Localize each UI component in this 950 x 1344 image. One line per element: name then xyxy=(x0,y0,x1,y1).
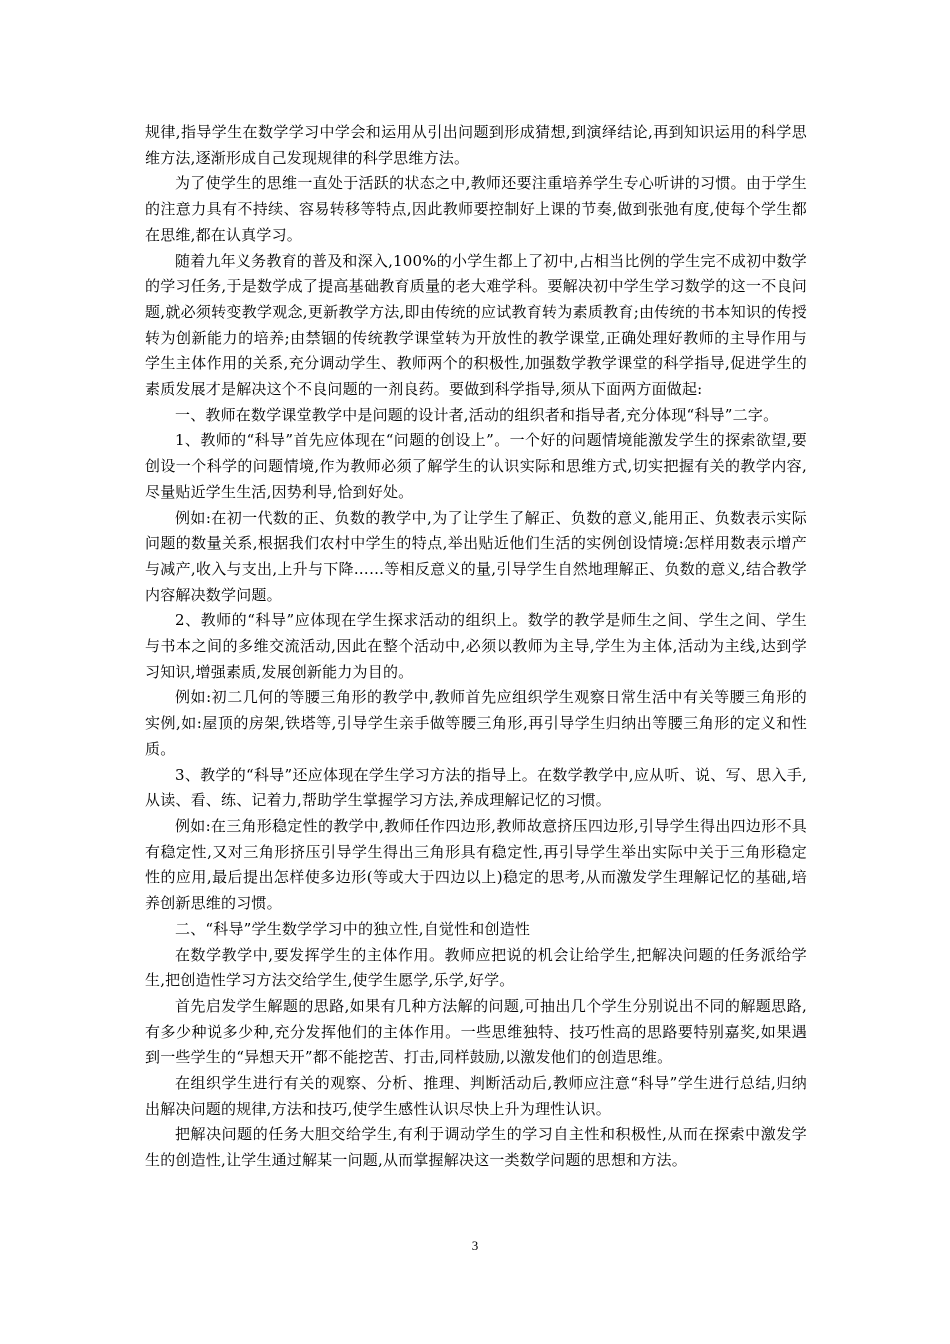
paragraph-point-3: 3、教学的“科导”还应体现在学生学习方法的指导上。在数学教学中,应从听、说、写、思入手,从读、看、练、记着力,帮助学生掌握学习方法,养成理解记忆的习惯。 xyxy=(145,765,807,810)
document-body xyxy=(145,120,807,1174)
paragraph-example-3: 例如:在三角形稳定性的教学中,教师任作四边形,教师故意挤压四边形,引导学生得出四边形不具有稳定性,又对三角形挤压引导学生得出三角形具有稳定性,再引导学生举出实际中关于三角形稳定性的应用,最后提出怎样使多边形(等或大于四边以上)稳定的思考,从而激发学生理解记忆的基础,培养创新思维的习惯。 xyxy=(145,816,807,913)
section-heading-2: 二、“科导”学生数学学习中的独立性,自觉性和创造性 xyxy=(175,919,531,938)
paragraph-3: 随着九年义务教育的普及和深入,100%的小学生都上了初中,占相当比例的学生完不成初中数学的学习任务,于是数学成了提高基础教育质量的老大难学科。要解决初中学生学习数学的这一不良问题,就必须转变教学观念,更新教学方法,即由传统的应试教育转为素质教育;由传统的书本知识的传授转为创新能力的培养;由禁锢的传统教学课堂转为开放性的教学课堂,正确处理好教师的主导作用与学生主体作用的关系,充分调动学生、教师两个的积极性,加强数学教学课堂的科学指导,促进学生的素质发展才是解决这个不良问题的一剂良药。要做到科学指导,须从下面两方面做起: xyxy=(145,251,807,399)
paragraph-5: 首先启发学生解题的思路,如果有几种方法解的问题,可抽出几个学生分别说出不同的解题思路,有多少种说多少种,充分发挥他们的主体作用。一些思维独特、技巧性高的思路要特别嘉奖,如果遇到一些学生的“异想天开”都不能挖苦、打击,同样鼓励,以激发他们的创造思维。 xyxy=(145,996,807,1067)
section-heading-1: 一、教师在数学课堂教学中是问题的设计者,活动的组织者和指导者,充分体现“科导”二字。 xyxy=(175,405,779,424)
paragraph-1: 规律,指导学生在数学学习中学会和运用从引出问题到形成猜想,到演绎结论,再到知识运用的科学思维方法,逐渐形成自己发现规律的科学思维方法。 xyxy=(145,123,807,167)
paragraph-point-2: 2、教师的“科导”应体现在学生探求活动的组织上。数学的教学是师生之间、学生之间、学生与书本之间的多维交流活动,因此在整个活动中,必须以教师为主导,学生为主体,活动为主线,达到学习知识,增强素质,发展创新能力为目的。 xyxy=(145,611,807,681)
paragraph-example-2: 例如:初二几何的等腰三角形的教学中,教师首先应组织学生观察日常生活中有关等腰三角形的实例,如:屋顶的房架,铁塔等,引导学生亲手做等腰三角形,再引导学生归纳出等腰三角形的定义和性质。 xyxy=(145,688,807,758)
paragraph-2: 为了使学生的思维一直处于活跃的状态之中,教师还要注重培养学生专心听讲的习惯。由于学生的注意力具有不持续、容易转移等特点,因此教师要控制好上课的节奏,做到张弛有度,使每个学生都在思维,都在认真学习。 xyxy=(145,174,807,244)
paragraph-6: 在组织学生进行有关的观察、分析、推理、判断活动后,教师应注意“科导”学生进行总结,归纳出解决问题的规律,方法和技巧,使学生感性认识尽快上升为理性认识。 xyxy=(145,1074,807,1118)
paragraph-point-1: 1、教师的“科导”首先应体现在“问题的创设上”。一个好的问题情境能激发学生的探索欲望,要创设一个科学的问题情境,作为教师必须了解学生的认识实际和思维方式,切实把握有关的教学内容,尽量贴近学生生活,因势利导,恰到好处。 xyxy=(145,431,807,501)
paragraph-4: 在数学教学中,要发挥学生的主体作用。教师应把说的机会让给学生,把解决问题的任务派给学生,把创造性学习方法交给学生,使学生愿学,乐学,好学。 xyxy=(145,945,807,990)
paragraph-7: 把解决问题的任务大胆交给学生,有利于调动学生的学习自主性和积极性,从而在探索中激发学生的创造性,让学生通过解某一问题,从而掌握解决这一类数学问题的思想和方法。 xyxy=(145,1125,807,1170)
paragraph-example-1: 例如:在初一代数的正、负数的教学中,为了让学生了解正、负数的意义,能用正、负数表示实际问题的数量关系,根据我们农村中学生的特点,举出贴近他们生活的实例创设情境:怎样用数表示增产与减产,收入与支出,上升与下降……等相反意义的量,引导学生自然地理解正、负数的意义,结合教学内容解决数学问题。 xyxy=(145,508,807,604)
page-number: 3 xyxy=(471,1238,479,1253)
